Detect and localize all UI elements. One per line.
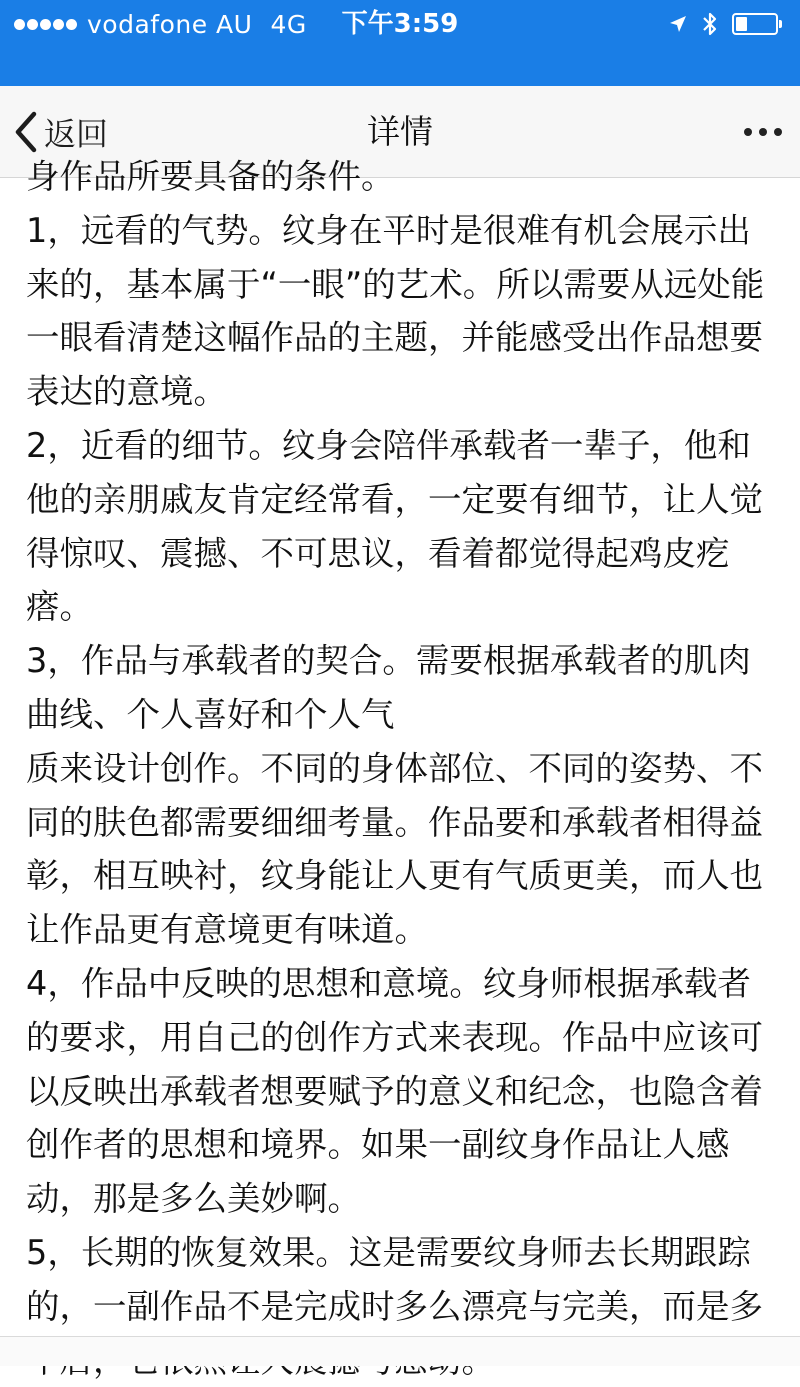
article-paragraph: 2，近看的细节。纹身会陪伴承载者一辈子，他和他的亲朋戚友肯定经常看，一定要有细节，让人觉得惊叹、震撼、不可思议，看着都觉得起鸡皮疙瘩。: [26, 425, 763, 627]
network-type: 4G: [270, 9, 307, 39]
bluetooth-icon: [702, 11, 718, 37]
location-arrow-icon: [668, 14, 688, 34]
status-time: 下午3:59: [341, 9, 459, 39]
article-paragraph: 3，作品与承载者的契合。需要根据承载者的肌肉曲线、个人喜好和个人气: [26, 641, 751, 734]
article-paragraph: 质来设计创作。不同的身体部位、不同的姿势、不同的肤色都需要细细考量。作品要和承载者相得益彰，相互映衬，纹身能让人更有气质更美，而人也让作品更有意境更有味道。: [26, 748, 763, 950]
article-body: [26, 150, 776, 1387]
article-paragraph: 1，远看的气势。纹身在平时是很难有机会展示出来的，基本属于“一眼”的艺术。所以需要从远处能一眼看清楚这幅作品的主题，并能感受出作品想要表达的意境。: [26, 210, 765, 412]
article-paragraph: 4，作品中反映的思想和意境。纹身师根据承载者的要求，用自己的创作方式来表现。作品中应该可以反映出承载者想要赋予的意义和纪念，也隐含着创作者的思想和境界。如果一副纹身作品让人感动，那是多么美妙啊。: [26, 963, 763, 1219]
article-content[interactable]: [0, 157, 800, 1336]
page-title: 详情: [367, 112, 433, 151]
status-right: [668, 6, 778, 42]
battery-icon: [732, 13, 778, 35]
back-label: 返回: [44, 115, 109, 153]
article-paragraph: 身作品所要具备的条件。: [26, 157, 395, 196]
status-bar: [0, 0, 800, 86]
bottom-toolbar-edge: [0, 1336, 800, 1366]
carrier-name: vodafone AU: [87, 9, 253, 39]
article-paragraph: 5，长期的恢复效果。这是需要纹身师去长期跟踪的，一副作品不是完成时多么漂亮与完美，而是多: [26, 1232, 763, 1326]
